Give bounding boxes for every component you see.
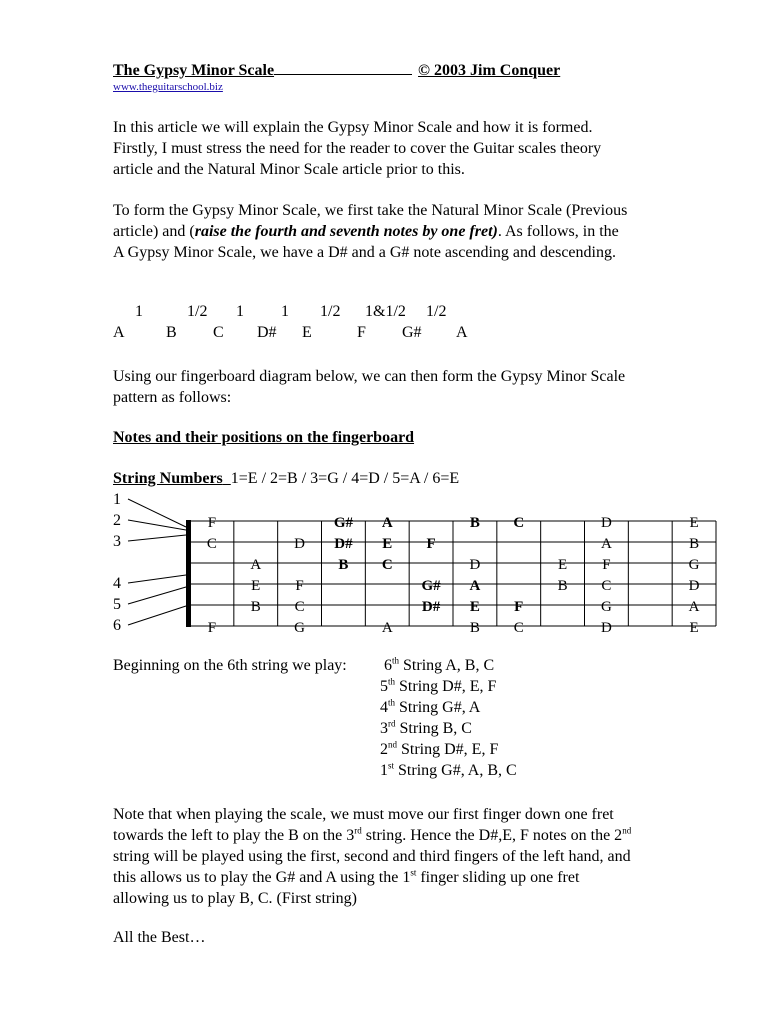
interval-value: 1 [135,303,143,320]
fret-note: G# [333,515,354,531]
interval-value: 1&1/2 [365,303,406,320]
beginning-text: Beginning on the 6th string we play: [113,657,347,674]
fret-note: E [689,620,699,636]
row-number: 2 [113,512,121,529]
row-number: 6 [113,617,121,634]
fret-note: B [338,557,349,573]
fret-note: C [513,620,524,636]
fret-note: F [426,536,436,552]
closing-text: All the Best… [113,929,206,946]
play-list-text: String G#, A [395,699,481,716]
scale-note: A [456,324,468,341]
fret-note: G# [421,578,441,594]
scale-note: C [213,324,224,341]
play-list-ordinal: rd [388,718,396,729]
fret-note: C [381,557,393,573]
fret-note: A [688,599,700,615]
fret-note: B [250,599,261,615]
fret-note: G [688,557,700,573]
row-number: 5 [113,596,121,613]
row-number: 3 [113,533,121,550]
note-line-4a: this allows us to play the G# and A using the 1 [113,869,411,886]
fret-note: B [557,578,568,594]
fret-note: D# [334,536,353,552]
play-list-item [380,678,496,696]
play-list-text: String D#, E, F [397,741,499,758]
fret-note: C [601,578,612,594]
fret-note: E [557,557,568,573]
play-list-ordinal: th [392,655,400,666]
fret-note: F [602,557,611,573]
fret-note: F [207,515,217,531]
play-list-number: 6 [384,657,392,674]
fret-note: F [207,620,217,636]
fret-note: D [600,620,612,636]
fret-note: E [689,515,699,531]
connector-line [128,535,186,541]
intro-line-1: In this article we will explain the Gypsy Minor Scale and how it is formed. [113,119,593,136]
connector-line [128,606,186,625]
nut [186,520,191,627]
connector-line [128,587,186,604]
fret-note: A [381,515,393,531]
note-line-1: Note that when playing the scale, we must move our first finger down one fret [113,806,614,823]
note-line-4 [113,867,723,888]
emphasis-text: raise the fourth and seventh notes by one fret) [194,223,498,240]
form-line-3: A Gypsy Minor Scale, we have a D# and a G# note ascending and descending. [113,244,616,261]
play-list-ordinal: st [388,760,395,771]
form-line-2-end: . As follows, in the [497,223,619,240]
fret-note: F [514,599,524,615]
fret-note: B [469,515,480,531]
intro-line-3: article and the Natural Minor Scale article prior to this. [113,161,465,178]
fret-note: A [250,557,262,573]
scale-note: E [302,324,312,341]
fingerboard-intro-line-2: pattern as follows: [113,389,232,406]
play-list-number: 3 [380,720,388,737]
play-list-ordinal: nd [388,739,397,750]
scale-note: G# [402,324,422,341]
fret-note: C [294,599,305,615]
fret-note: C [206,536,217,552]
note-line-2-sup2: nd [622,825,632,836]
fret-note: D [294,536,306,552]
note-line-4b: finger sliding up one fret [416,869,580,886]
play-list-text: String G#, A, B, C [394,762,517,779]
note-line-3: string will be played using the first, second and third fingers of the left hand, and [113,848,631,865]
play-list-number: 2 [380,741,388,758]
fret-note: B [689,536,700,552]
play-list-item [380,762,517,780]
note-line-4-sup: st [410,867,417,878]
fret-note: F [295,578,304,594]
row-number: 4 [113,575,121,592]
play-list-text: String A, B, C [399,657,495,674]
fret-note: D [688,578,700,594]
interval-value: 1/2 [187,303,208,320]
interval-value: 1 [236,303,244,320]
fret-note: D [469,557,481,573]
notes-heading: Notes and their positions on the fingerboard [113,429,415,446]
fret-note: D# [421,599,441,615]
note-line-2b: string. Hence the D#,E, F notes on the 2 [361,827,623,844]
form-line-2-start: article) and ( [113,223,195,240]
interval-value: 1/2 [426,303,447,320]
play-list-number: 5 [380,678,388,695]
play-list-text: String B, C [395,720,472,737]
scale-note: F [357,324,366,341]
play-list-number: 1 [380,762,388,779]
interval-value: 1 [281,303,289,320]
website-link[interactable]: www.theguitarschool.biz [113,81,223,93]
interval-value: 1/2 [320,303,341,320]
fret-note: G [294,620,306,636]
fret-note: D [600,515,612,531]
fret-note: C [513,515,525,531]
fret-note: E [469,599,480,615]
fret-note: B [469,620,480,636]
row-number: 1 [113,491,121,508]
connector-line [128,499,186,527]
scale-note: A [113,324,125,341]
scale-note: D# [257,324,277,341]
form-line-1: To form the Gypsy Minor Scale, we first take the Natural Minor Scale (Previous [113,202,628,219]
document-title: The Gypsy Minor Scale [113,62,275,79]
fret-note: E [382,536,393,552]
fret-note: G [600,599,612,615]
intro-line-2: Firstly, I must stress the need for the reader to cover the Guitar scales theory [113,140,602,157]
copyright-notice: © 2003 Jim Conquer [418,62,561,79]
string-numbers-label: String Numbers [113,470,223,487]
fret-note: E [251,578,261,594]
note-line-2 [113,825,723,846]
play-list-item [384,657,494,675]
string-numbers-text: 1=E / 2=B / 3=G / 4=D / 5=A / 6=E [230,470,460,487]
play-list-ordinal: th [388,676,396,687]
play-list-number: 4 [380,699,388,716]
fret-note: A [381,620,393,636]
connector-line [128,575,186,583]
scale-note: B [166,324,177,341]
connector-line [128,520,186,530]
note-paragraph [113,804,723,909]
fret-note: A [469,578,481,594]
fret-note: A [600,536,612,552]
play-list-text: String D#, E, F [395,678,497,695]
play-list-item [380,720,472,738]
play-list-item [380,699,480,717]
note-line-5: allowing us to play B, C. (First string) [113,890,357,907]
note-line-2-sup: rd [354,825,362,836]
play-list-item [380,741,498,759]
play-list-ordinal: th [388,697,396,708]
fingerboard-intro-line-1: Using our fingerboard diagram below, we can then form the Gypsy Minor Scale [113,368,626,385]
note-line-2a: towards the left to play the B on the 3 [113,827,355,844]
